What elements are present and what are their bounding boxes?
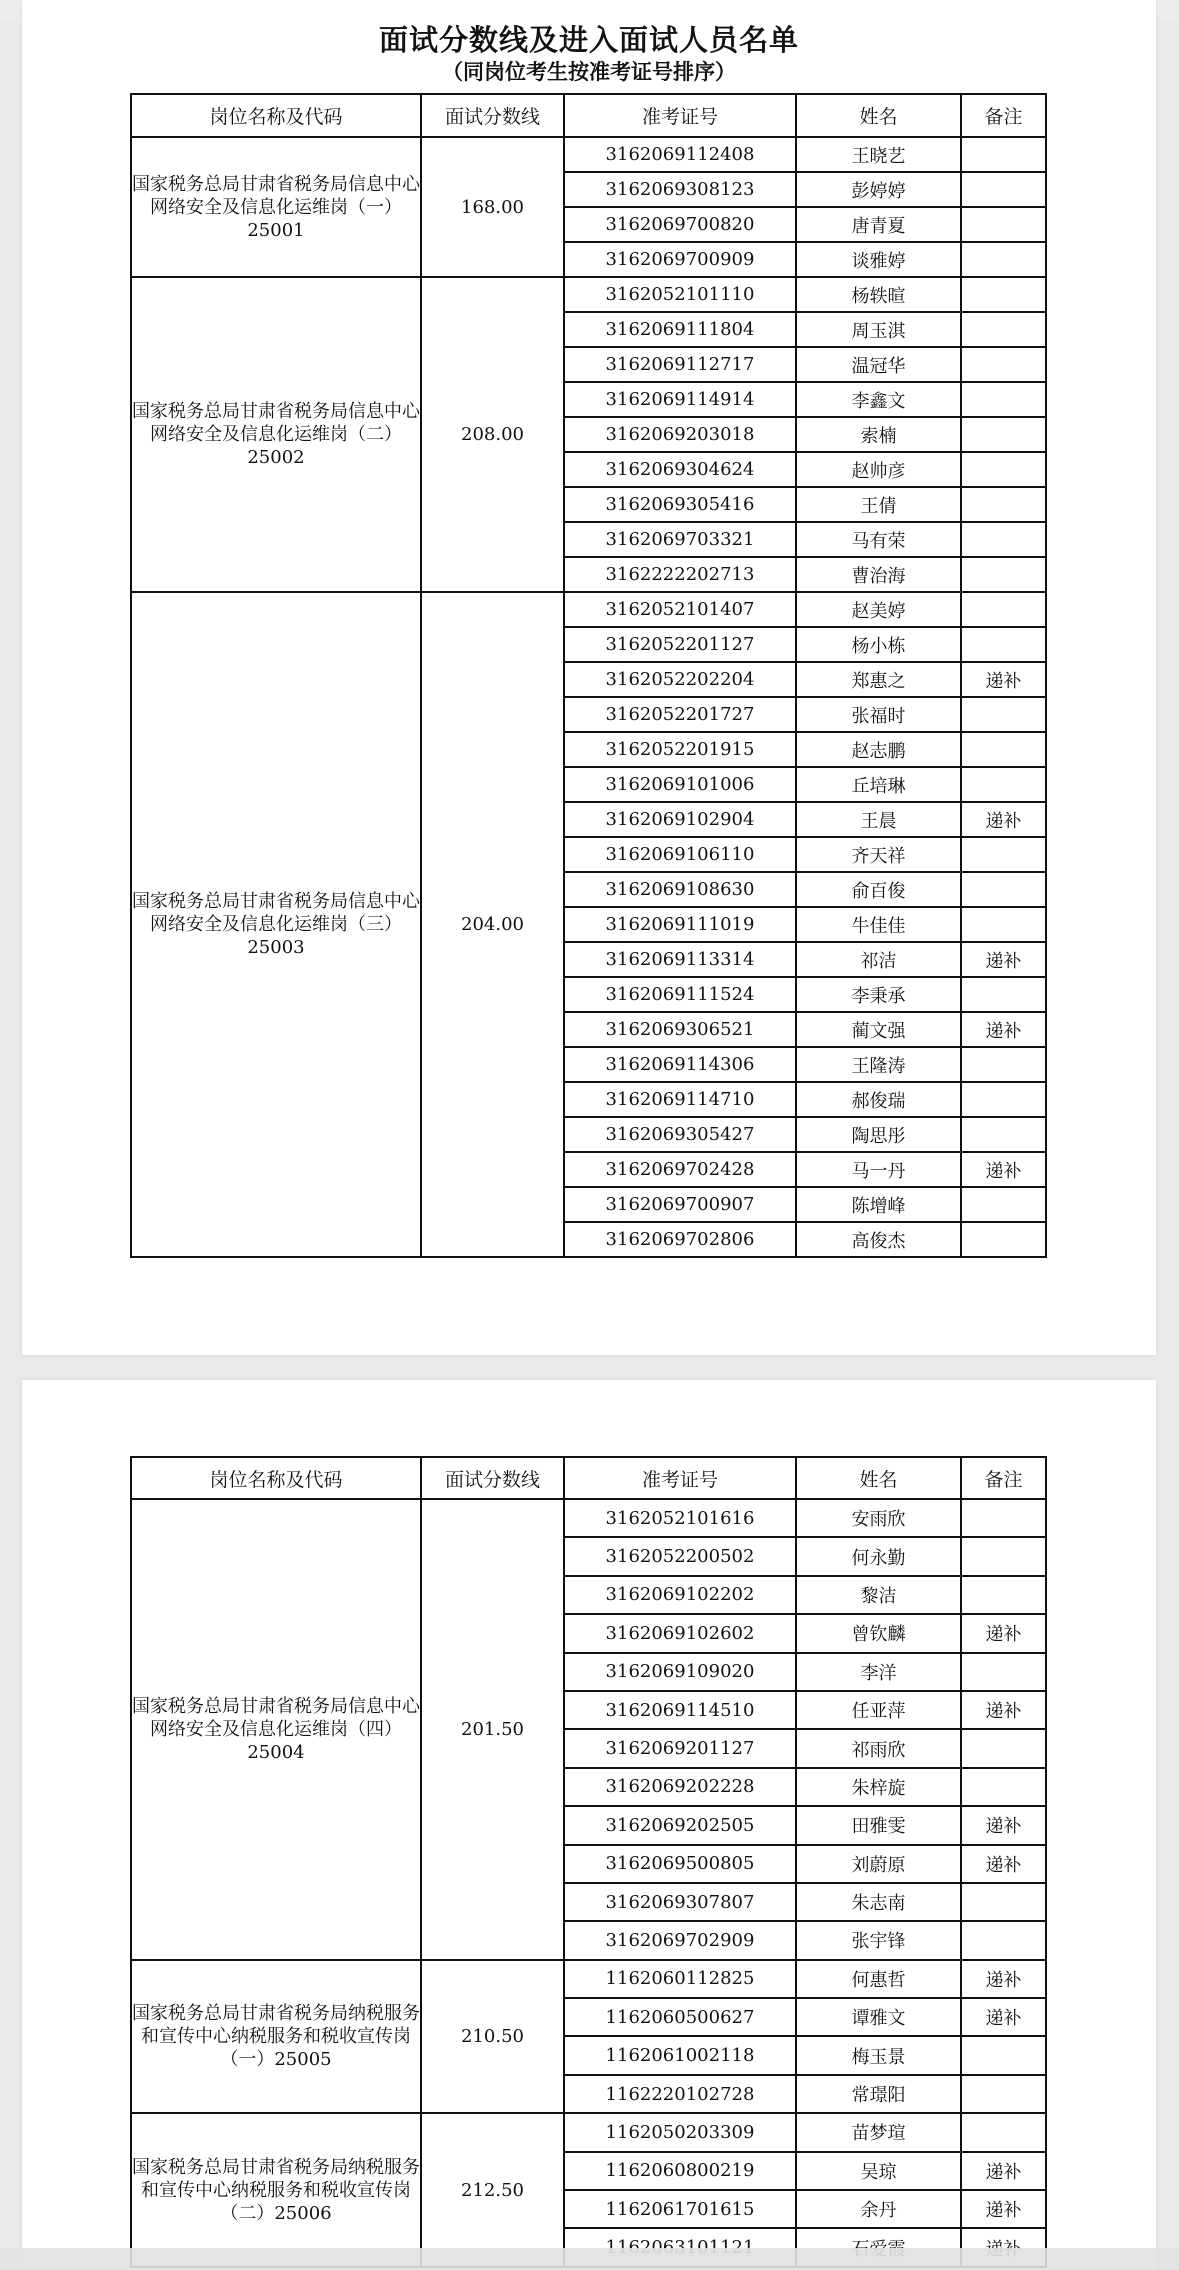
candidate-name-cell: 蔺文强 <box>796 1012 961 1047</box>
candidate-name-cell: 马有荣 <box>796 522 961 557</box>
exam-id-cell: 3162069114710 <box>564 1082 796 1117</box>
note-cell <box>961 1653 1046 1691</box>
exam-id-cell: 3162069702428 <box>564 1152 796 1187</box>
note-cell <box>961 347 1046 382</box>
candidate-name-cell: 陶思彤 <box>796 1117 961 1152</box>
exam-id-cell: 3162069203018 <box>564 417 796 452</box>
header-score: 面试分数线 <box>421 94 564 137</box>
exam-id-cell: 3162069111804 <box>564 312 796 347</box>
score-line-cell: 201.50 <box>421 1499 564 1960</box>
document-subtitle: （同岗位考生按准考证号排序） <box>442 60 736 84</box>
exam-id-cell: 3162052201727 <box>564 697 796 732</box>
exam-id-cell: 3162069702806 <box>564 1222 796 1257</box>
exam-id-cell: 3162069702909 <box>564 1921 796 1959</box>
note-cell <box>961 242 1046 277</box>
interview-list-table-page-2 <box>130 1456 1047 2268</box>
candidate-name-cell: 何惠哲 <box>796 1960 961 1998</box>
score-line-cell: 204.00 <box>421 592 564 1257</box>
candidate-name-cell: 郝俊瑞 <box>796 1082 961 1117</box>
note-cell <box>961 872 1046 907</box>
note-cell <box>961 1499 1046 1537</box>
candidate-name-cell: 马一丹 <box>796 1152 961 1187</box>
note-cell <box>961 1883 1046 1921</box>
candidate-name-cell: 周玉淇 <box>796 312 961 347</box>
note-cell: 递补 <box>961 1614 1046 1652</box>
position-name-cell: 国家税务总局甘肃省税务局信息中心网络安全及信息化运维岗（一）25001 <box>131 137 421 277</box>
exam-id-cell: 3162069111019 <box>564 907 796 942</box>
note-cell: 递补 <box>961 662 1046 697</box>
candidate-name-cell: 唐青夏 <box>796 207 961 242</box>
exam-id-cell: 3162052101616 <box>564 1499 796 1537</box>
candidate-name-cell: 王晨 <box>796 802 961 837</box>
candidate-name-cell: 祁洁 <box>796 942 961 977</box>
exam-id-cell: 3162052200502 <box>564 1537 796 1575</box>
note-cell: 递补 <box>961 942 1046 977</box>
score-line-cell: 208.00 <box>421 277 564 592</box>
exam-id-cell: 3162052101407 <box>564 592 796 627</box>
exam-id-cell: 3162069305427 <box>564 1117 796 1152</box>
candidate-name-cell: 张福时 <box>796 697 961 732</box>
candidate-name-cell: 谭雅文 <box>796 1998 961 2036</box>
candidate-name-cell: 王隆涛 <box>796 1047 961 1082</box>
note-cell <box>961 557 1046 592</box>
note-cell: 递补 <box>961 2152 1046 2190</box>
candidate-name-cell: 刘蔚原 <box>796 1845 961 1883</box>
exam-id-cell: 1162061002118 <box>564 2036 796 2074</box>
candidate-name-cell: 牛佳佳 <box>796 907 961 942</box>
position-name-cell: 国家税务总局甘肃省税务局信息中心网络安全及信息化运维岗（四）25004 <box>131 1499 421 1960</box>
note-cell: 递补 <box>961 1960 1046 1998</box>
candidate-name-cell: 吴琼 <box>796 2152 961 2190</box>
table-row <box>131 277 1046 312</box>
table-row <box>131 1499 1046 1537</box>
candidate-name-cell: 高俊杰 <box>796 1222 961 1257</box>
candidate-name-cell: 任亚萍 <box>796 1691 961 1729</box>
note-cell: 递补 <box>961 1152 1046 1187</box>
note-cell <box>961 487 1046 522</box>
candidate-name-cell: 余丹 <box>796 2190 961 2228</box>
note-cell <box>961 1576 1046 1614</box>
note-cell <box>961 1187 1046 1222</box>
header-position: 岗位名称及代码 <box>131 94 421 137</box>
candidate-name-cell: 朱梓旋 <box>796 1768 961 1806</box>
exam-id-cell: 3162069111524 <box>564 977 796 1012</box>
table-header-row <box>131 1457 1046 1499</box>
note-cell: 递补 <box>961 1998 1046 2036</box>
viewer-bottom-bar <box>0 2248 1179 2270</box>
candidate-name-cell: 杨小栋 <box>796 627 961 662</box>
exam-id-cell: 3162052202204 <box>564 662 796 697</box>
candidate-name-cell: 赵志鹏 <box>796 732 961 767</box>
header-note: 备注 <box>961 1457 1046 1499</box>
exam-id-cell: 3162069108630 <box>564 872 796 907</box>
exam-id-cell: 3162069102202 <box>564 1576 796 1614</box>
header-note: 备注 <box>961 94 1046 137</box>
note-cell: 递补 <box>961 1845 1046 1883</box>
candidate-name-cell: 曹治海 <box>796 557 961 592</box>
table-row <box>131 137 1046 172</box>
exam-id-cell: 1162220102728 <box>564 2075 796 2113</box>
note-cell <box>961 382 1046 417</box>
exam-id-cell: 3162069109020 <box>564 1653 796 1691</box>
note-cell <box>961 137 1046 172</box>
document-page-2 <box>22 1380 1156 2270</box>
exam-id-cell: 3162069113314 <box>564 942 796 977</box>
document-page-1 <box>22 0 1156 1355</box>
exam-id-cell: 3162069700907 <box>564 1187 796 1222</box>
exam-id-cell: 3162069102602 <box>564 1614 796 1652</box>
score-line-cell: 210.50 <box>421 1960 564 2114</box>
exam-id-cell: 3162069308123 <box>564 172 796 207</box>
candidate-name-cell: 丘培琳 <box>796 767 961 802</box>
candidate-name-cell: 谈雅婷 <box>796 242 961 277</box>
interview-list-table-page-1 <box>130 93 1047 1258</box>
candidate-name-cell: 何永勤 <box>796 1537 961 1575</box>
note-cell <box>961 417 1046 452</box>
exam-id-cell: 1162061701615 <box>564 2190 796 2228</box>
exam-id-cell: 3162069700909 <box>564 242 796 277</box>
candidate-name-cell: 郑惠之 <box>796 662 961 697</box>
header-name: 姓名 <box>796 94 961 137</box>
exam-id-cell: 3162052201915 <box>564 732 796 767</box>
table-row <box>131 2113 1046 2151</box>
note-cell <box>961 1729 1046 1767</box>
candidate-name-cell: 曾钦麟 <box>796 1614 961 1652</box>
exam-id-cell: 3162069202505 <box>564 1806 796 1844</box>
table-row <box>131 592 1046 627</box>
exam-id-cell: 3162052201127 <box>564 627 796 662</box>
note-cell <box>961 1537 1046 1575</box>
header-name: 姓名 <box>796 1457 961 1499</box>
candidate-name-cell: 王倩 <box>796 487 961 522</box>
note-cell <box>961 767 1046 802</box>
table-header-row <box>131 94 1046 137</box>
note-cell <box>961 697 1046 732</box>
exam-id-cell: 3162069114914 <box>564 382 796 417</box>
note-cell <box>961 907 1046 942</box>
candidate-name-cell: 梅玉景 <box>796 2036 961 2074</box>
candidate-name-cell: 李秉承 <box>796 977 961 1012</box>
position-name-cell: 国家税务总局甘肃省税务局信息中心网络安全及信息化运维岗（二）25002 <box>131 277 421 592</box>
note-cell <box>961 1047 1046 1082</box>
candidate-name-cell: 赵帅彦 <box>796 452 961 487</box>
exam-id-cell: 3162069306521 <box>564 1012 796 1047</box>
note-cell: 递补 <box>961 2190 1046 2228</box>
candidate-name-cell: 杨轶暄 <box>796 277 961 312</box>
note-cell <box>961 207 1046 242</box>
note-cell: 递补 <box>961 1806 1046 1844</box>
note-cell <box>961 522 1046 557</box>
exam-id-cell: 3162069500805 <box>564 1845 796 1883</box>
exam-id-cell: 3162069106110 <box>564 837 796 872</box>
candidate-name-cell: 李鑫文 <box>796 382 961 417</box>
note-cell <box>961 452 1046 487</box>
header-exam-id: 准考证号 <box>564 94 796 137</box>
score-line-cell: 212.50 <box>421 2113 564 2267</box>
table-row <box>131 1960 1046 1998</box>
exam-id-cell: 3162069703321 <box>564 522 796 557</box>
note-cell <box>961 2075 1046 2113</box>
exam-id-cell: 3162069114306 <box>564 1047 796 1082</box>
exam-id-cell: 3162069305416 <box>564 487 796 522</box>
exam-id-cell: 3162069307807 <box>564 1883 796 1921</box>
candidate-name-cell: 张宇锋 <box>796 1921 961 1959</box>
candidate-name-cell: 苗梦瑄 <box>796 2113 961 2151</box>
candidate-name-cell: 赵美婷 <box>796 592 961 627</box>
candidate-name-cell: 李洋 <box>796 1653 961 1691</box>
exam-id-cell: 3162052101110 <box>564 277 796 312</box>
candidate-name-cell: 齐天祥 <box>796 837 961 872</box>
note-cell <box>961 1117 1046 1152</box>
note-cell <box>961 312 1046 347</box>
exam-id-cell: 3162069202228 <box>564 1768 796 1806</box>
note-cell <box>961 977 1046 1012</box>
exam-id-cell: 3162069304624 <box>564 452 796 487</box>
exam-id-cell: 1162050203309 <box>564 2113 796 2151</box>
position-name-cell: 国家税务总局甘肃省税务局纳税服务和宣传中心纳税服务和税收宣传岗（一）25005 <box>131 1960 421 2114</box>
candidate-name-cell: 彭婷婷 <box>796 172 961 207</box>
candidate-name-cell: 俞百俊 <box>796 872 961 907</box>
note-cell <box>961 2036 1046 2074</box>
exam-id-cell: 3162069700820 <box>564 207 796 242</box>
candidate-name-cell: 陈增峰 <box>796 1187 961 1222</box>
candidate-name-cell: 常璟阳 <box>796 2075 961 2113</box>
header-score: 面试分数线 <box>421 1457 564 1499</box>
note-cell <box>961 732 1046 767</box>
exam-id-cell: 3162069201127 <box>564 1729 796 1767</box>
candidate-name-cell: 黎洁 <box>796 1576 961 1614</box>
candidate-name-cell: 田雅雯 <box>796 1806 961 1844</box>
note-cell: 递补 <box>961 802 1046 837</box>
position-name-cell: 国家税务总局甘肃省税务局纳税服务和宣传中心纳税服务和税收宣传岗（二）25006 <box>131 2113 421 2267</box>
candidate-name-cell: 温冠华 <box>796 347 961 382</box>
note-cell <box>961 172 1046 207</box>
note-cell <box>961 1768 1046 1806</box>
note-cell: 递补 <box>961 1691 1046 1729</box>
candidate-name-cell: 王晓艺 <box>796 137 961 172</box>
header-exam-id: 准考证号 <box>564 1457 796 1499</box>
document-title: 面试分数线及进入面试人员名单 <box>378 23 799 57</box>
note-cell <box>961 837 1046 872</box>
exam-id-cell: 3162069101006 <box>564 767 796 802</box>
note-cell <box>961 2113 1046 2151</box>
note-cell <box>961 1082 1046 1117</box>
note-cell <box>961 627 1046 662</box>
candidate-name-cell: 祁雨欣 <box>796 1729 961 1767</box>
header-position: 岗位名称及代码 <box>131 1457 421 1499</box>
exam-id-cell: 1162060500627 <box>564 1998 796 2036</box>
note-cell <box>961 277 1046 312</box>
note-cell: 递补 <box>961 1012 1046 1047</box>
position-name-cell: 国家税务总局甘肃省税务局信息中心网络安全及信息化运维岗（三）25003 <box>131 592 421 1257</box>
exam-id-cell: 3162222202713 <box>564 557 796 592</box>
note-cell <box>961 1222 1046 1257</box>
exam-id-cell: 1162060112825 <box>564 1960 796 1998</box>
exam-id-cell: 1162060800219 <box>564 2152 796 2190</box>
candidate-name-cell: 朱志南 <box>796 1883 961 1921</box>
exam-id-cell: 3162069112408 <box>564 137 796 172</box>
score-line-cell: 168.00 <box>421 137 564 277</box>
candidate-name-cell: 索楠 <box>796 417 961 452</box>
exam-id-cell: 3162069102904 <box>564 802 796 837</box>
exam-id-cell: 3162069112717 <box>564 347 796 382</box>
note-cell <box>961 1921 1046 1959</box>
candidate-name-cell: 安雨欣 <box>796 1499 961 1537</box>
exam-id-cell: 3162069114510 <box>564 1691 796 1729</box>
note-cell <box>961 592 1046 627</box>
